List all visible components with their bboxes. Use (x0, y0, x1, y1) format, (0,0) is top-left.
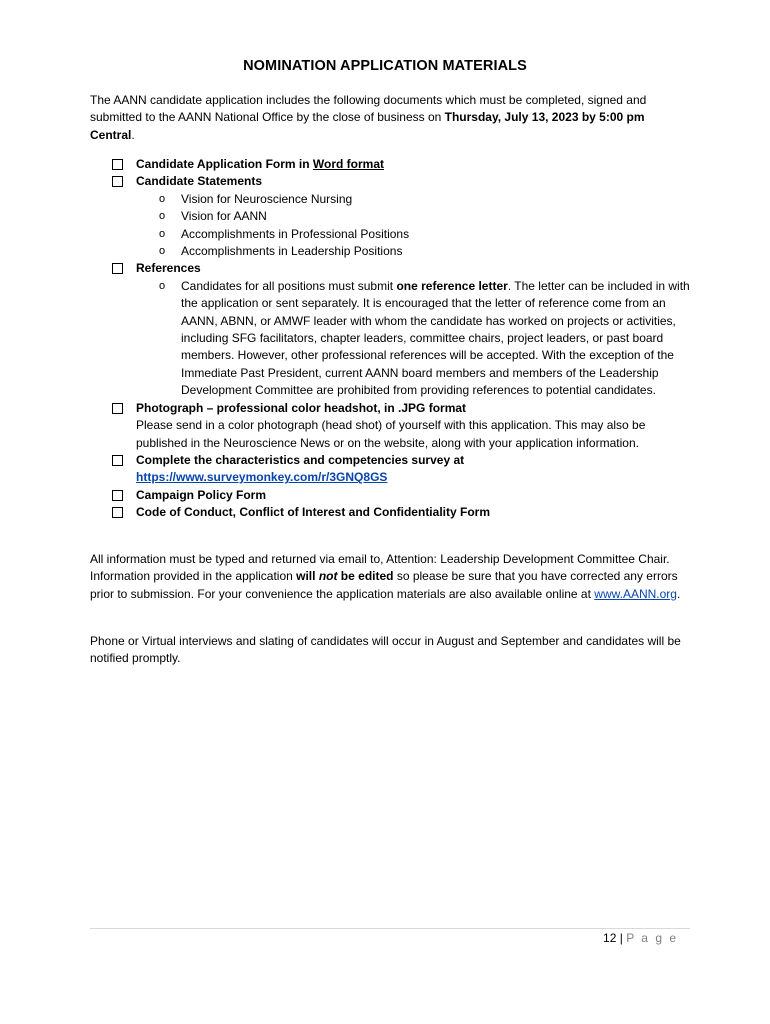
list-item: o Candidates for all positions must submit one reference letter. The letter can be included in with the application or sent separately. It is encouraged that the letter of reference come from an AANN, ABNN, or AMWF leader with whom the candidate has worked on projects or activities, including SFG facilitators, chapter leaders, committee chairs, project leaders, or past board members. However, other professional references will be accepted. With the exception of the Immediate Past President, current AANN board members and members of the Leadership Development Committee are prohibited from providing references to potential candidates. (159, 278, 692, 400)
photograph-description: Please send in a color photograph (head shot) of yourself with this application. This may also be published in the Neuroscience News or on the website, along with your application information. (136, 418, 646, 450)
checklist-item-campaign-policy (112, 487, 692, 504)
checklist-item-references (112, 260, 692, 399)
checkbox-icon (112, 507, 123, 518)
checklist-item-candidate-statements (112, 173, 692, 260)
intro-paragraph (90, 92, 690, 144)
bullet-o-icon: o (159, 279, 166, 292)
bullet-o-icon: o (159, 227, 166, 240)
survey-link[interactable]: https://www.surveymonkey.com/r/3GNQ8GS (136, 470, 388, 485)
checklist-item-code-of-conduct (112, 504, 692, 521)
bullet-o-icon: o (159, 245, 166, 258)
checkbox-icon (112, 490, 123, 501)
list-item: o Accomplishments in Leadership Positions (159, 243, 692, 260)
item-label: Campaign Policy Form (136, 487, 267, 502)
interviews-paragraph: Phone or Virtual interviews and slating of candidates will occur in August and September and candidates will be notified promptly. (90, 634, 681, 666)
checklist-item-application-form (112, 156, 692, 173)
list-item: o Vision for Neuroscience Nursing (159, 191, 692, 208)
submission-paragraph: All information must be typed and returned via email to, Attention: Leadership Development Committee Chair. Information provided in the application will not be edited so please be sure that you have corrected any errors prior to submission. For your convenience the application materials are also available online at www.AANN.org. (90, 552, 681, 601)
aann-website-link[interactable]: www.AANN.org (594, 586, 677, 601)
checkbox-icon (112, 403, 123, 414)
list-item: o Vision for AANN (159, 208, 692, 225)
list-item: o Accomplishments in Professional Positions (159, 226, 692, 243)
checkbox-icon (112, 159, 123, 170)
page-footer: 12 | P a g e (603, 931, 678, 945)
item-label: Complete the characteristics and competencies survey at (136, 452, 465, 467)
page-word: P a g e (626, 931, 678, 945)
checkbox-icon (112, 176, 123, 187)
item-label: Code of Conduct, Conflict of Interest and Confidentiality Form (136, 505, 490, 520)
page-title: NOMINATION APPLICATION MATERIALS (243, 58, 527, 74)
bullet-o-icon: o (159, 192, 166, 205)
footer-divider (90, 928, 690, 929)
item-label: Candidate Application Form in (136, 157, 313, 171)
intro-text: The AANN candidate application includes the following documents which must be completed, signed and submitted to the AANN National Office by the close of business on (90, 93, 647, 125)
bullet-o-icon: o (159, 210, 166, 223)
statement-sublist (136, 191, 692, 261)
item-label: References (136, 261, 201, 276)
checkbox-icon (112, 263, 123, 274)
deadline-text: Thursday, July 13, 2023 by 5:00 pm Central (90, 110, 645, 142)
materials-checklist (112, 156, 692, 522)
word-format-link[interactable]: Word format (312, 157, 385, 171)
item-label: Photograph – professional color headshot, in .JPG format (136, 400, 467, 415)
references-sublist (136, 278, 692, 400)
page-number: 12 (603, 931, 617, 945)
intro-end: . (131, 127, 135, 142)
checklist-item-survey (112, 452, 692, 487)
checkbox-icon (112, 455, 123, 466)
item-label: Candidate Statements (136, 174, 263, 189)
checklist-item-photograph (112, 400, 692, 452)
